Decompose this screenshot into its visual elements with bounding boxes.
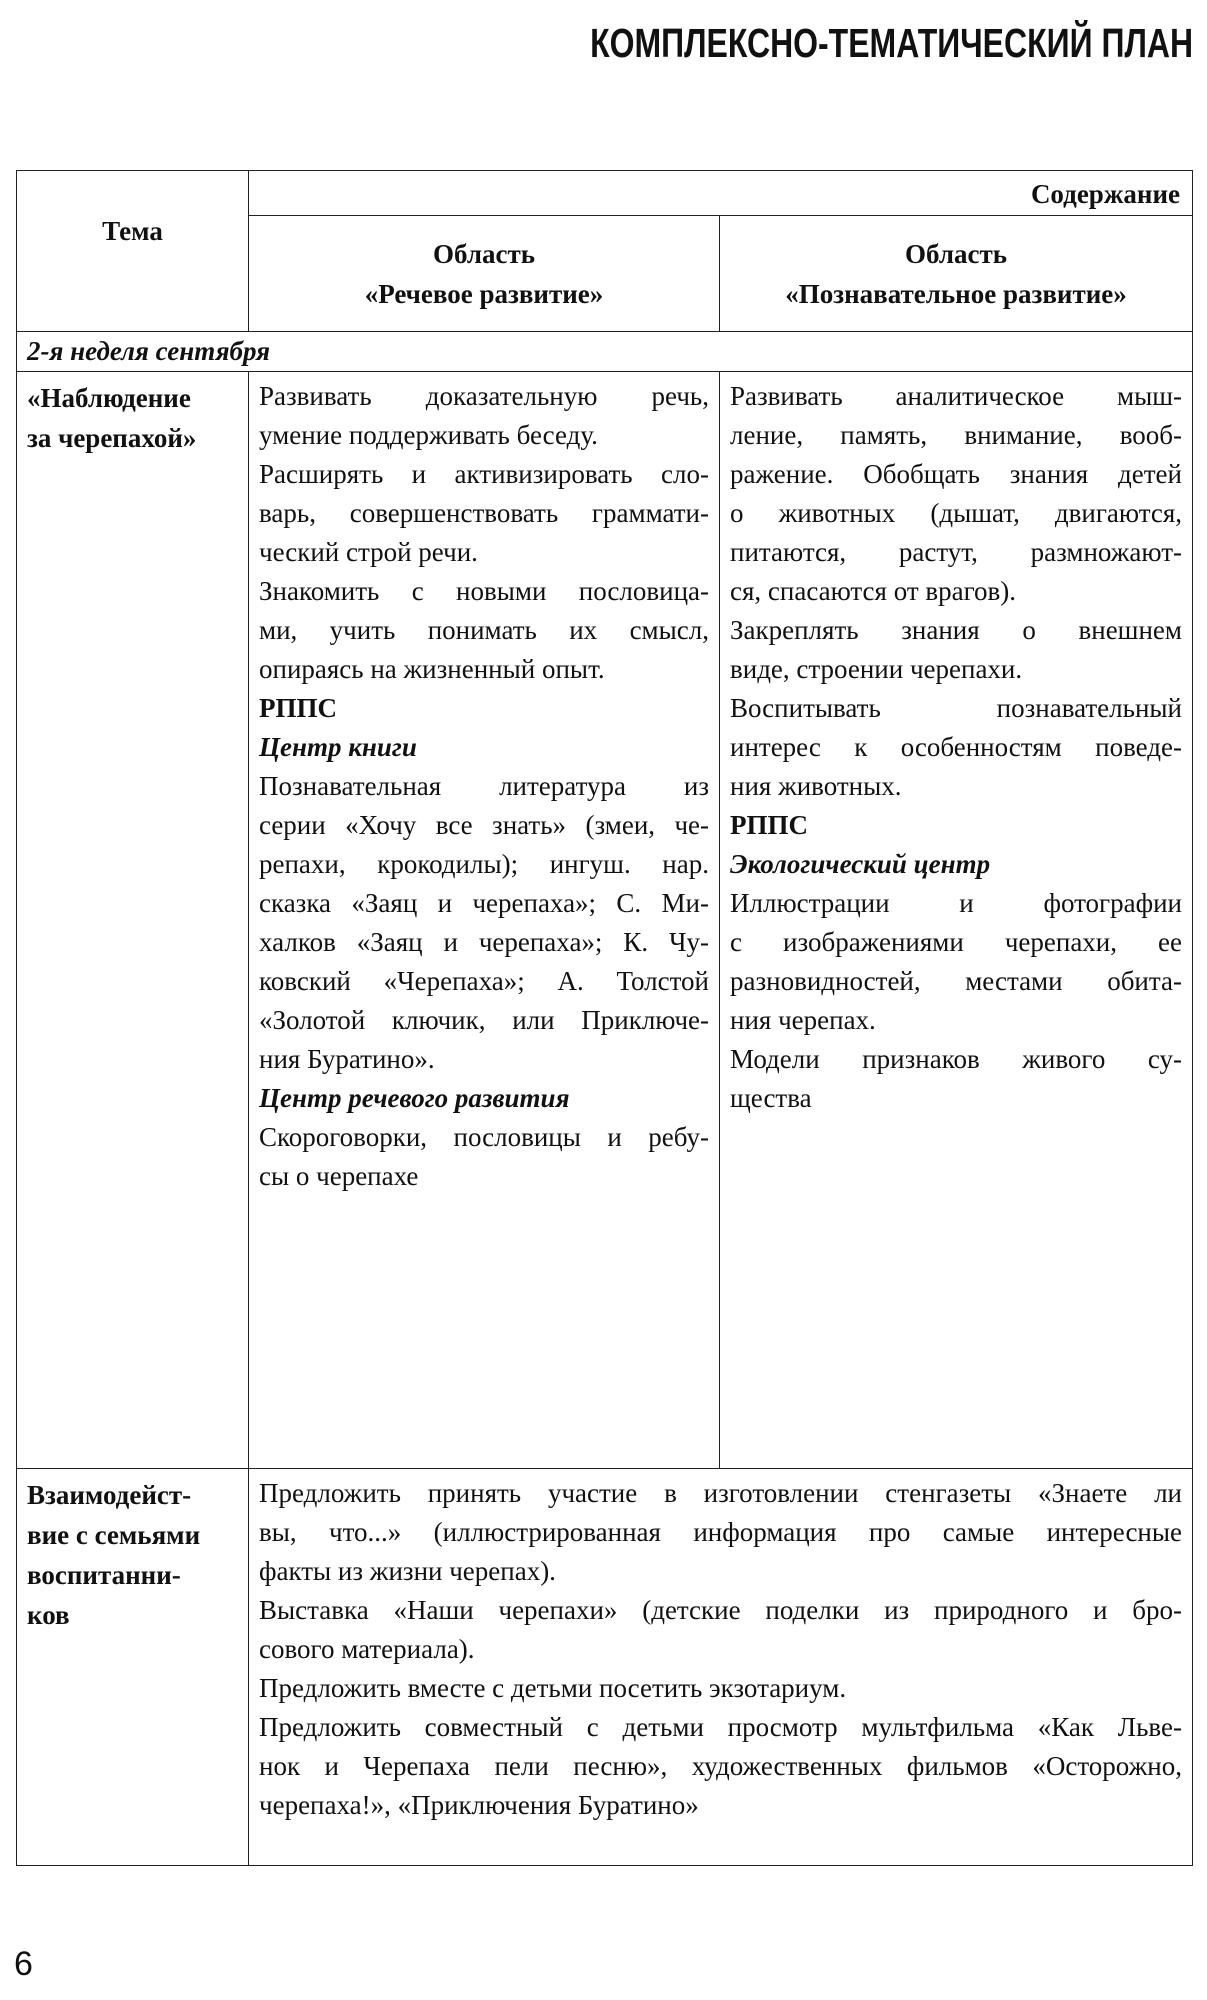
speech-block-7-line-0: Скороговорки, пословицы и ребу- <box>259 1122 709 1152</box>
family-block-2-line-0: Предложить вместе с детьми посетить экзотариум. <box>259 1673 847 1703</box>
family-block-0-line-1: вы, что...» (иллюстрированная информация про самые интересные <box>259 1517 1182 1547</box>
area-speech-line-2: «Речевое развитие» <box>364 278 604 309</box>
cognitive-block-0-line-2: ражение. Обобщать знания детей <box>730 459 1182 489</box>
cognitive-block-0-line-0: Развивать аналитическое мыш- <box>730 381 1182 411</box>
speech-block-0-line-1: умение поддерживать беседу. <box>259 420 598 450</box>
header-row-top <box>17 171 1193 216</box>
header-content: Содержание <box>249 171 1193 216</box>
cognitive-block-0-line-5: ся, спасаются от врагов). <box>730 576 1017 606</box>
header-theme: Тема <box>17 171 249 332</box>
cognitive-block-6-line-0: Модели признаков живого су- <box>730 1044 1182 1074</box>
speech-block-6-line-0: Центр речевого развития <box>259 1083 570 1113</box>
thematic-plan-table <box>16 170 1193 1866</box>
family-interaction-cell <box>249 1469 1193 1866</box>
theme2-line-2: вие с семьями <box>27 1520 201 1550</box>
speech-block-1-line-1: варь, совершенствовать граммати- <box>259 498 709 528</box>
header-area-cognitive <box>720 216 1193 332</box>
cognitive-development-cell <box>720 372 1193 1469</box>
theme1-line-1: «Наблюдение <box>27 383 191 413</box>
speech-block-5-line-7: ния Буратино». <box>259 1044 435 1074</box>
area-cognitive-line-1: Область <box>904 238 1007 269</box>
cognitive-block-2-line-2: ния животных. <box>730 771 902 801</box>
cognitive-block-5-line-1: с изображениями черепахи, ее <box>730 927 1182 957</box>
family-block-3-line-1: нок и Черепаха пели песню», художественных фильмов «Осторожно, <box>259 1751 1182 1781</box>
speech-block-7-line-1: сы о черепахе <box>259 1161 419 1191</box>
theme-row-turtle <box>17 372 1193 1469</box>
cognitive-block-0-line-4: питаются, растут, размножают- <box>730 537 1182 567</box>
cognitive-block-1-line-1: виде, строении черепахи. <box>730 654 1023 684</box>
area-speech-line-1: Область <box>432 238 535 269</box>
speech-block-5-line-2: репахи, крокодилы); ингуш. нар. <box>259 849 709 879</box>
area-cognitive-line-2: «Познавательное развитие» <box>785 278 1127 309</box>
cognitive-block-1-line-0: Закреплять знания о внешнем <box>730 615 1182 645</box>
speech-block-4-line-0: Центр книги <box>259 732 417 762</box>
speech-block-3-line-0: РППС <box>259 693 337 723</box>
speech-block-5-line-1: серии «Хочу все знать» (змеи, че- <box>259 810 709 840</box>
speech-block-5-line-6: «Золотой ключик, или Приключе- <box>259 1005 709 1035</box>
family-block-1-line-1: сового материала). <box>259 1634 475 1664</box>
family-block-0-line-0: Предложить принять участие в изготовлении стенгазеты «Знаете ли <box>259 1478 1182 1508</box>
cognitive-block-3-line-0: РППС <box>730 810 808 840</box>
family-block-1-line-0: Выставка «Наши черепахи» (детские поделки из природного и бро- <box>259 1595 1182 1625</box>
page-number: 6 <box>14 1945 33 1983</box>
cognitive-block-2-line-1: интерес к особенностям поведе- <box>730 732 1182 762</box>
theme2-line-1: Взаимодейст- <box>27 1480 192 1510</box>
family-block-3-line-0: Предложить совместный с детьми просмотр мультфильма «Как Льве- <box>259 1712 1182 1742</box>
cognitive-block-4-line-0: Экологический центр <box>730 849 991 879</box>
cognitive-block-5-line-3: ния черепах. <box>730 1005 876 1035</box>
family-block-0-line-2: факты из жизни черепах). <box>259 1556 556 1586</box>
speech-block-2-line-1: ми, учить понимать их смысл, <box>259 615 709 645</box>
theme1-line-2: за черепахой» <box>27 423 197 453</box>
cognitive-block-5-line-2: разновидностей, местами обита- <box>730 966 1182 996</box>
week-label: 2-я неделя сентября <box>17 332 1193 372</box>
theme-cell-family <box>17 1469 249 1866</box>
cognitive-block-0-line-3: о животных (дышат, двигаются, <box>730 498 1182 528</box>
cognitive-block-6-line-1: щества <box>730 1083 812 1113</box>
speech-block-2-line-0: Знакомить с новыми пословица- <box>259 576 709 606</box>
week-row <box>17 332 1193 372</box>
cognitive-block-0-line-1: ление, память, внимание, вооб- <box>730 420 1182 450</box>
family-block-3-line-2: черепаха!», «Приключения Буратино» <box>259 1790 699 1820</box>
speech-block-5-line-0: Познавательная литература из <box>259 771 709 801</box>
header-area-speech <box>249 216 720 332</box>
speech-block-0-line-0: Развивать доказательную речь, <box>259 381 709 411</box>
page-title: КОМПЛЕКСНО-ТЕМАТИЧЕСКИЙ ПЛАН <box>589 20 1193 66</box>
speech-block-2-line-2: опираясь на жизненный опыт. <box>259 654 605 684</box>
speech-development-cell <box>249 372 720 1469</box>
theme2-line-3: воспитанни- <box>27 1560 181 1590</box>
speech-block-1-line-0: Расширять и активизировать сло- <box>259 459 709 489</box>
speech-block-5-line-5: ковский «Черепаха»; А. Толстой <box>259 966 709 996</box>
theme-row-family <box>17 1469 1193 1866</box>
theme2-line-4: ков <box>27 1600 70 1630</box>
theme-cell-turtle <box>17 372 249 1469</box>
speech-block-1-line-2: ческий строй речи. <box>259 537 478 567</box>
speech-block-5-line-4: халков «Заяц и черепаха»; К. Чу- <box>259 927 709 957</box>
cognitive-block-2-line-0: Воспитывать познавательный <box>730 693 1182 723</box>
cognitive-block-5-line-0: Иллюстрации и фотографии <box>730 888 1182 918</box>
speech-block-5-line-3: сказка «Заяц и черепаха»; С. Ми- <box>259 888 709 918</box>
